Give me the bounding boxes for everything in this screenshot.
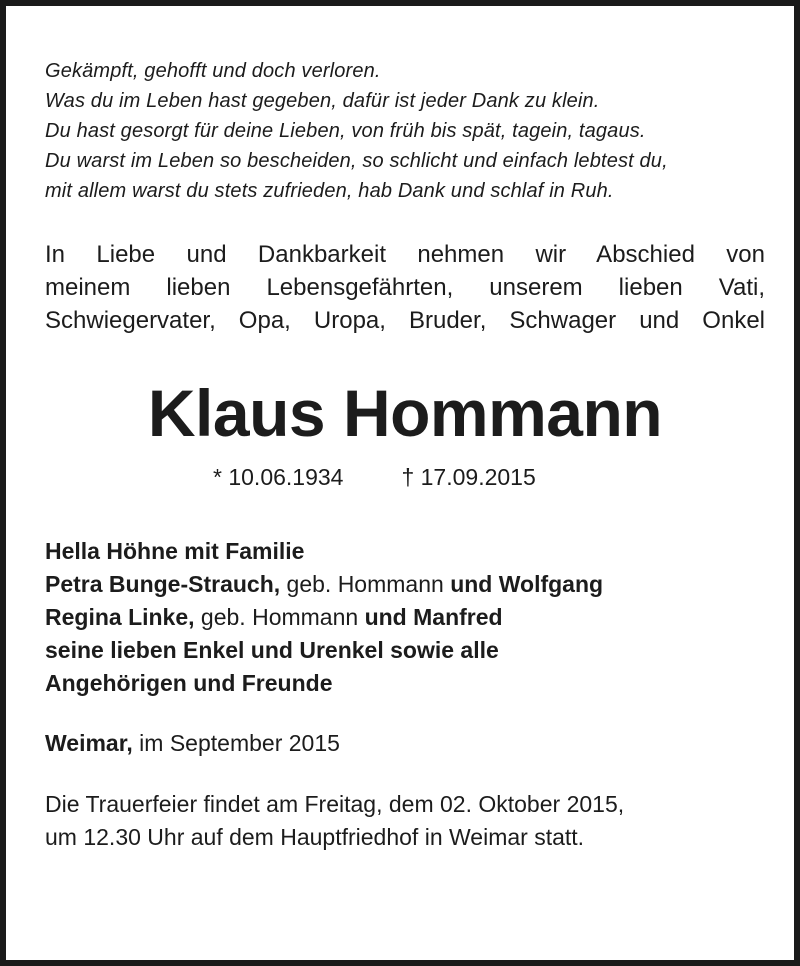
place-and-date bbox=[45, 727, 765, 760]
poem-verse bbox=[45, 56, 765, 206]
intro-line: Schwiegervater, Opa, Uropa, Bruder, Schwager und Onkel bbox=[45, 307, 765, 334]
mourner-line: seine lieben Enkel und Urenkel sowie alle bbox=[45, 637, 499, 663]
birth-date: * 10.06.1934 bbox=[213, 464, 344, 490]
poem-line: mit allem warst du stets zufrieden, hab Dank und schlaf in Ruh. bbox=[45, 180, 614, 202]
place-city: Weimar, bbox=[45, 730, 133, 756]
funeral-line: um 12.30 Uhr auf dem Hauptfriedhof in Weimar statt. bbox=[45, 824, 585, 850]
mourner-partner: und Manfred bbox=[364, 604, 503, 630]
poem-line: Gekämpft, gehofft und doch verloren. bbox=[45, 60, 381, 82]
funeral-line: Die Trauerfeier findet am Freitag, dem 02. Oktober 2015, bbox=[45, 791, 625, 817]
mourner-line bbox=[45, 601, 765, 634]
mourner-partner: und Wolfgang bbox=[450, 571, 604, 597]
poem-line: Du hast gesorgt für deine Lieben, von früh bis spät, tagein, tagaus. bbox=[45, 120, 646, 142]
notice-content bbox=[45, 56, 765, 854]
poem-line: Du warst im Leben so bescheiden, so schlicht und einfach lebtest du, bbox=[45, 150, 668, 172]
mourner-line bbox=[45, 568, 765, 601]
intro-line: In Liebe und Dankbarkeit nehmen wir Abschied von bbox=[45, 241, 765, 268]
poem-line: Was du im Leben hast gegeben, dafür ist jeder Dank zu klein. bbox=[45, 90, 600, 112]
mourner-name: Petra Bunge-Strauch, bbox=[45, 571, 281, 597]
mourner-line: Hella Höhne mit Familie bbox=[45, 538, 305, 564]
funeral-details bbox=[45, 788, 765, 854]
maiden-name: geb. Hommann bbox=[194, 604, 365, 630]
notice-date: im September 2015 bbox=[132, 730, 340, 756]
mourner-line: Angehörigen und Freunde bbox=[45, 670, 333, 696]
intro-line: meinem lieben Lebensgefährten, unserem lieben Vati, bbox=[45, 274, 765, 301]
death-date: † 17.09.2015 bbox=[401, 464, 536, 490]
mourners-list bbox=[45, 535, 765, 700]
maiden-name: geb. Hommann bbox=[280, 571, 451, 597]
mourner-name: Regina Linke, bbox=[45, 604, 195, 630]
life-dates bbox=[45, 463, 765, 491]
deceased-name: Klaus Hommann bbox=[147, 376, 663, 450]
farewell-intro bbox=[45, 238, 765, 337]
